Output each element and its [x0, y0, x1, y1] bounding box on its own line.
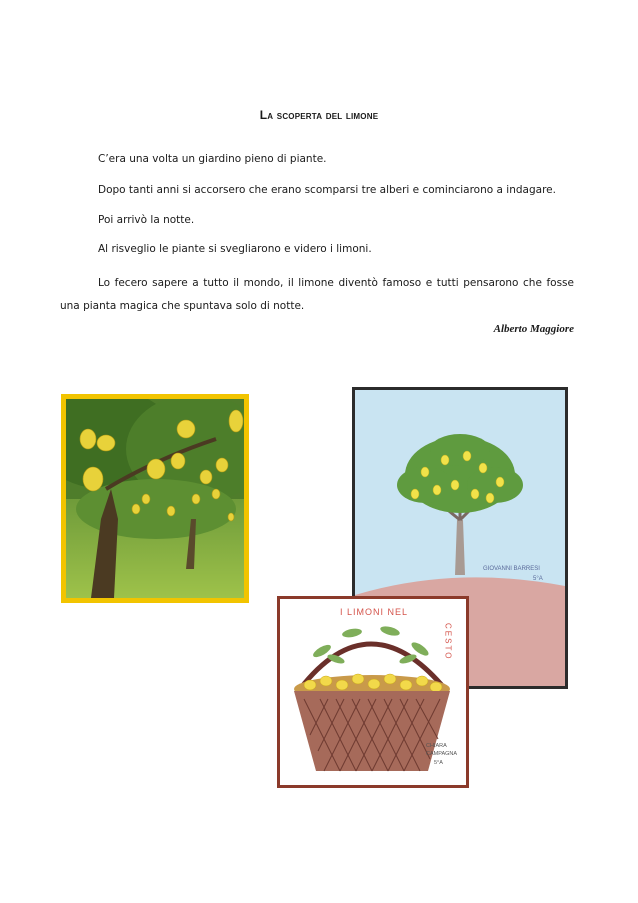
paragraph-4: Al risveglio le piante si svegliarono e videro i limoni. [98, 243, 372, 255]
paragraph-1: C’era una volta un giardino pieno di piante. [98, 153, 327, 165]
basket-caption-right: CESTO [443, 623, 453, 661]
lemon-basket-drawing [277, 596, 469, 788]
basket-signature-name-1: CHIARA [426, 743, 447, 749]
basket-signature-name-2: CAMPAGNA [426, 751, 458, 757]
basket-signature-class: 5°A [434, 760, 443, 766]
paragraph-3: Poi arrivò la notte. [98, 214, 195, 226]
tree-drawing-signature-class: 5°A [533, 576, 543, 582]
lemon-tree-photo [61, 394, 249, 603]
lemon-tree-photo-image [66, 399, 244, 598]
tree-drawing-signature-name: GIOVANNI BARRESI [483, 566, 540, 572]
paragraph-5: Lo fecero sapere a tutto il mondo, il limone diventò famoso e tutti pensarono che fosse una pianta magica che spuntava solo di notte. [60, 277, 574, 312]
lemon-basket-drawing-image [280, 599, 466, 785]
paragraph-2: Dopo tanti anni si accorsero che erano scomparsi tre alberi e cominciarono a indagare. [98, 184, 556, 196]
author-signature: Alberto Maggiore [493, 323, 574, 335]
page-title: La scoperta del limone [259, 108, 379, 122]
basket-caption-left: I LIMONI NEL [340, 607, 409, 617]
